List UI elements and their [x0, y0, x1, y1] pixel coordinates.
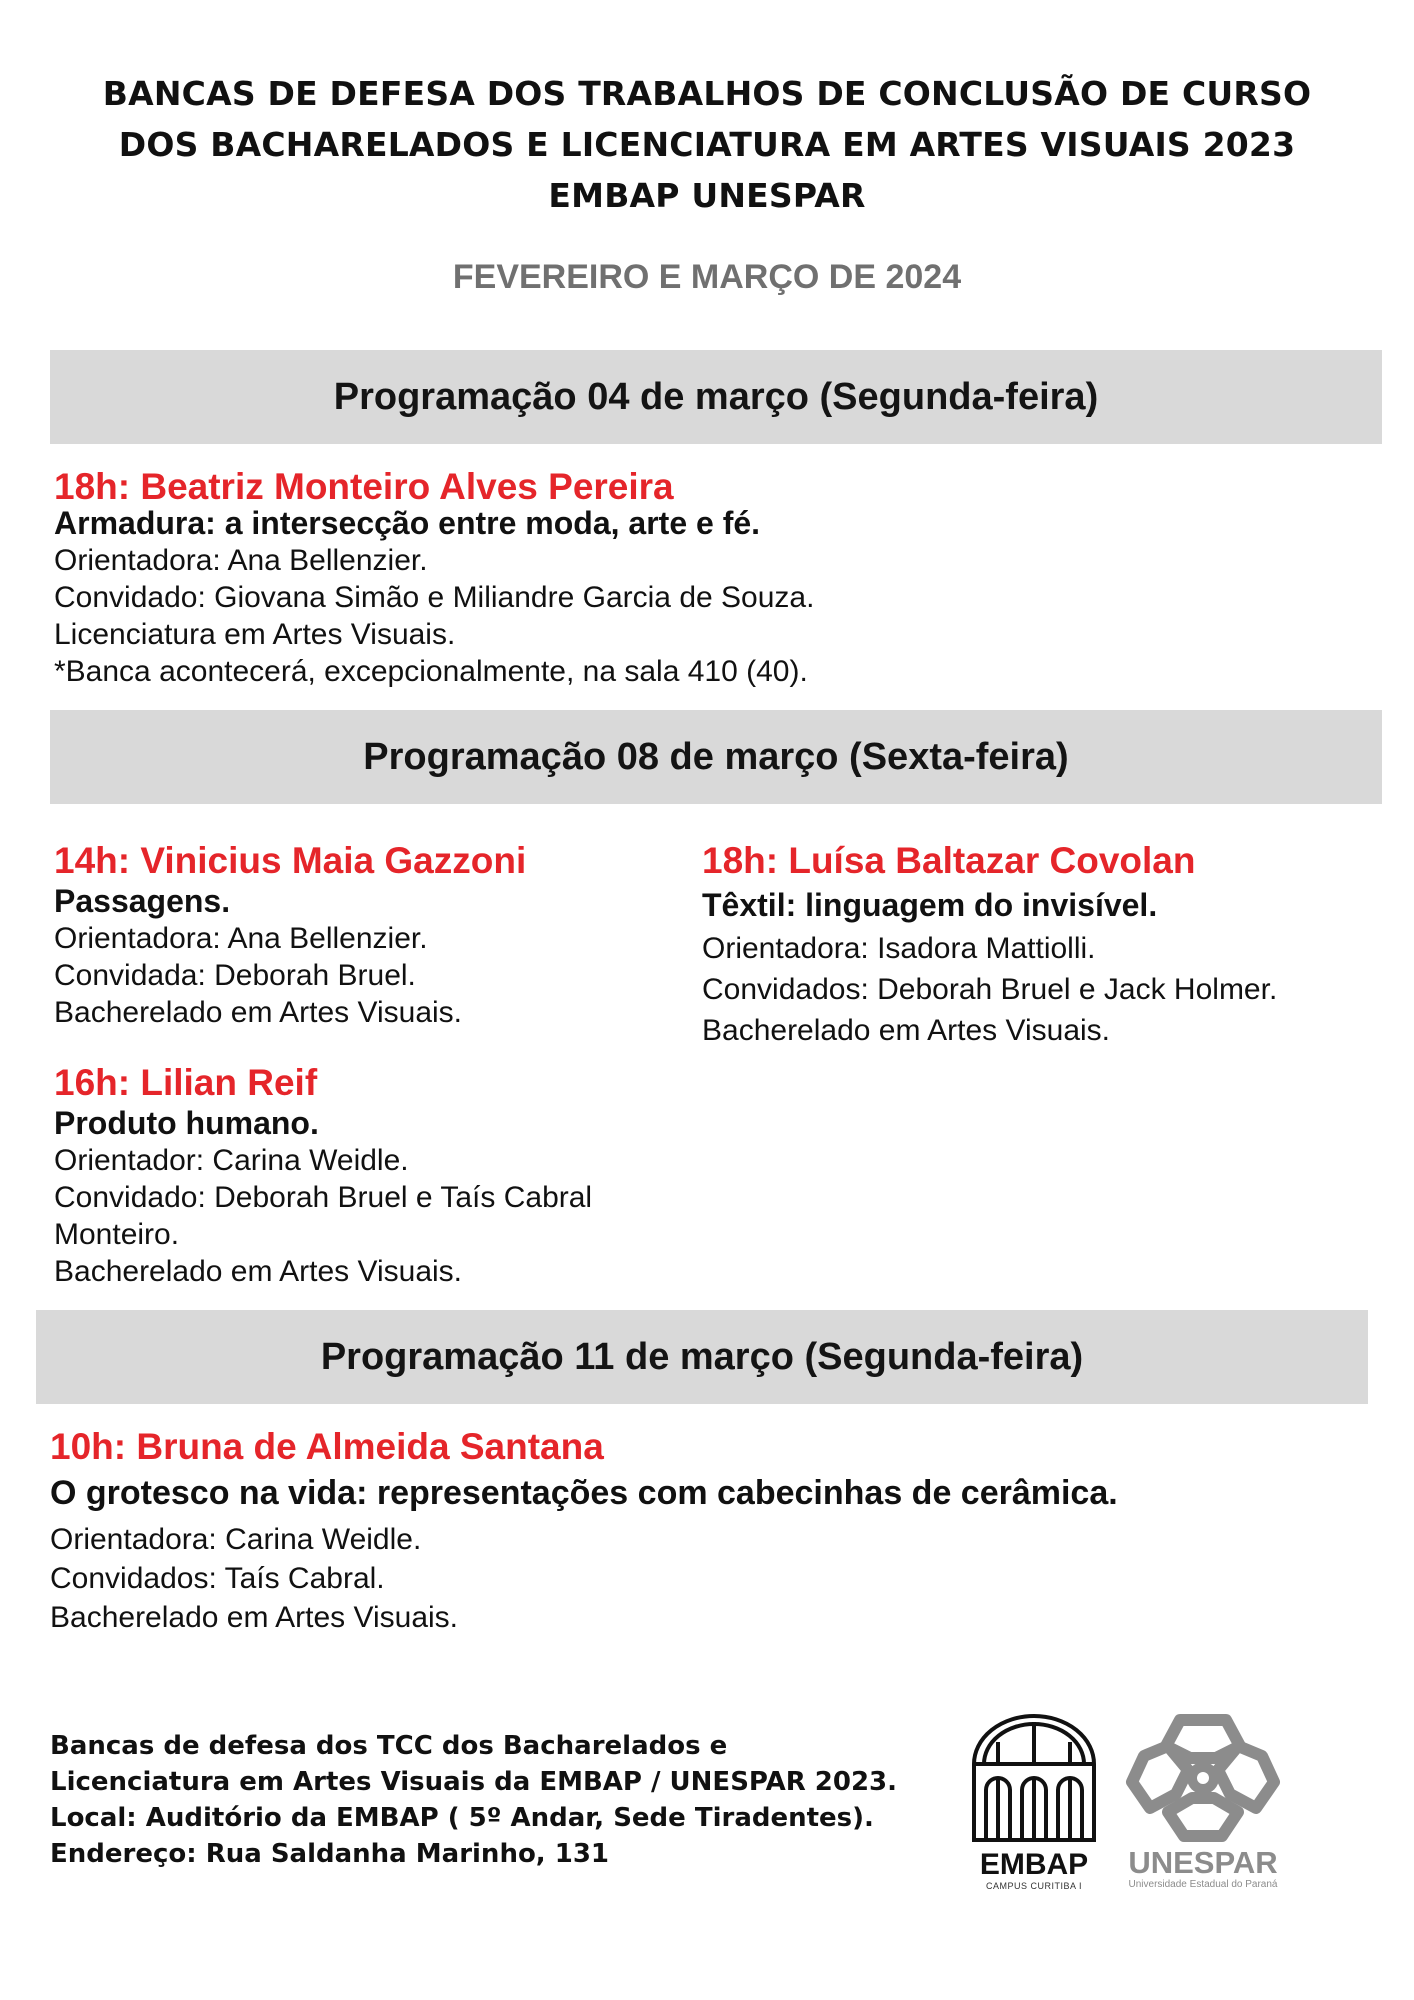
entry-time-name: 18h: Beatriz Monteiro Alves Pereira [54, 466, 674, 507]
entry-work-title: Passagens. [54, 883, 231, 919]
entry-work-title: Produto humano. [54, 1105, 319, 1141]
entry-line: Licenciatura em Artes Visuais. [54, 618, 456, 651]
entry-line: Bacherelado em Artes Visuais. [50, 1601, 459, 1634]
unespar-logo-name: UNESPAR [1128, 1845, 1278, 1880]
section-heading-2: Programação 08 de março (Sexta-feira) [50, 710, 1382, 804]
footer-info [50, 1728, 897, 1872]
schedule-entry [702, 840, 1382, 1051]
embap-logo [970, 1712, 1098, 1891]
title-line-2: DOS BACHARELADOS E LICENCIATURA EM ARTES VISUAIS 2023 [118, 125, 1296, 164]
entry-time-name: 10h: Bruna de Almeida Santana [50, 1426, 604, 1467]
schedule-entry [54, 466, 1154, 690]
page-title [0, 68, 1414, 221]
page-subtitle: FEVEREIRO E MARÇO DE 2024 [452, 258, 962, 296]
unespar-emblem-icon [1118, 1712, 1288, 1842]
title-line-3: EMBAP UNESPAR [548, 176, 866, 215]
embap-logo-name: EMBAP [979, 1848, 1089, 1881]
footer-line: Endereço: Rua Saldanha Marinho, 131 [50, 1839, 610, 1869]
unespar-logo [1118, 1712, 1288, 1888]
schedule-entry [54, 840, 694, 1031]
entry-line: Orientador: Carina Weidle. [54, 1144, 409, 1177]
footer-line: Local: Auditório da EMBAP ( 5º Andar, Sede Tiradentes). [50, 1803, 874, 1833]
entry-time-name: 14h: Vinicius Maia Gazzoni [54, 840, 527, 881]
entry-work-title: Armadura: a intersecção entre moda, arte e fé. [54, 505, 761, 541]
footer-line: Licenciatura em Artes Visuais da EMBAP / UNESPAR 2023. [50, 1767, 898, 1797]
entry-line: Convidado: Deborah Bruel e Taís Cabral [54, 1181, 593, 1214]
schedule-entry [54, 1062, 694, 1290]
entry-line: Bacherelado em Artes Visuais. [54, 1255, 463, 1288]
section-heading-3: Programação 11 de março (Segunda-feira) [36, 1310, 1368, 1404]
embap-logo-caption: CAMPUS CURITIBA I [985, 1881, 1082, 1891]
embap-building-icon [970, 1712, 1098, 1844]
entry-line: Orientadora: Ana Bellenzier. [54, 922, 428, 955]
entry-time-name: 16h: Lilian Reif [54, 1062, 318, 1103]
entry-line: Orientadora: Carina Weidle. [50, 1523, 422, 1556]
entry-line: Convidado: Giovana Simão e Miliandre Garcia de Souza. [54, 581, 815, 614]
entry-line: Orientadora: Isadora Mattiolli. [702, 932, 1096, 965]
schedule-entry [50, 1426, 1250, 1637]
entry-line: Bacherelado em Artes Visuais. [54, 996, 463, 1029]
entry-line: Orientadora: Ana Bellenzier. [54, 544, 428, 577]
section-heading-1: Programação 04 de março (Segunda-feira) [50, 350, 1382, 444]
entry-work-title: Têxtil: linguagem do invisível. [702, 887, 1158, 923]
entry-time-name: 18h: Luísa Baltazar Covolan [702, 840, 1196, 881]
entry-line: Convidados: Deborah Bruel e Jack Holmer. [702, 973, 1278, 1006]
entry-line: Convidados: Taís Cabral. [50, 1562, 385, 1595]
title-line-1: BANCAS DE DEFESA DOS TRABALHOS DE CONCLUSÃO DE CURSO [102, 74, 1312, 113]
entry-line: Bacherelado em Artes Visuais. [702, 1014, 1111, 1047]
entry-work-title: O grotesco na vida: representações com cabecinhas de cerâmica. [50, 1474, 1118, 1512]
footer-line: Bancas de defesa dos TCC dos Bacharelados e [50, 1731, 728, 1761]
entry-line: Convidada: Deborah Bruel. [54, 959, 416, 992]
entry-line: *Banca acontecerá, excepcionalmente, na sala 410 (40). [54, 655, 808, 688]
entry-line: Monteiro. [54, 1218, 180, 1251]
unespar-logo-caption: Universidade Estadual do Paraná [1128, 1879, 1278, 1890]
